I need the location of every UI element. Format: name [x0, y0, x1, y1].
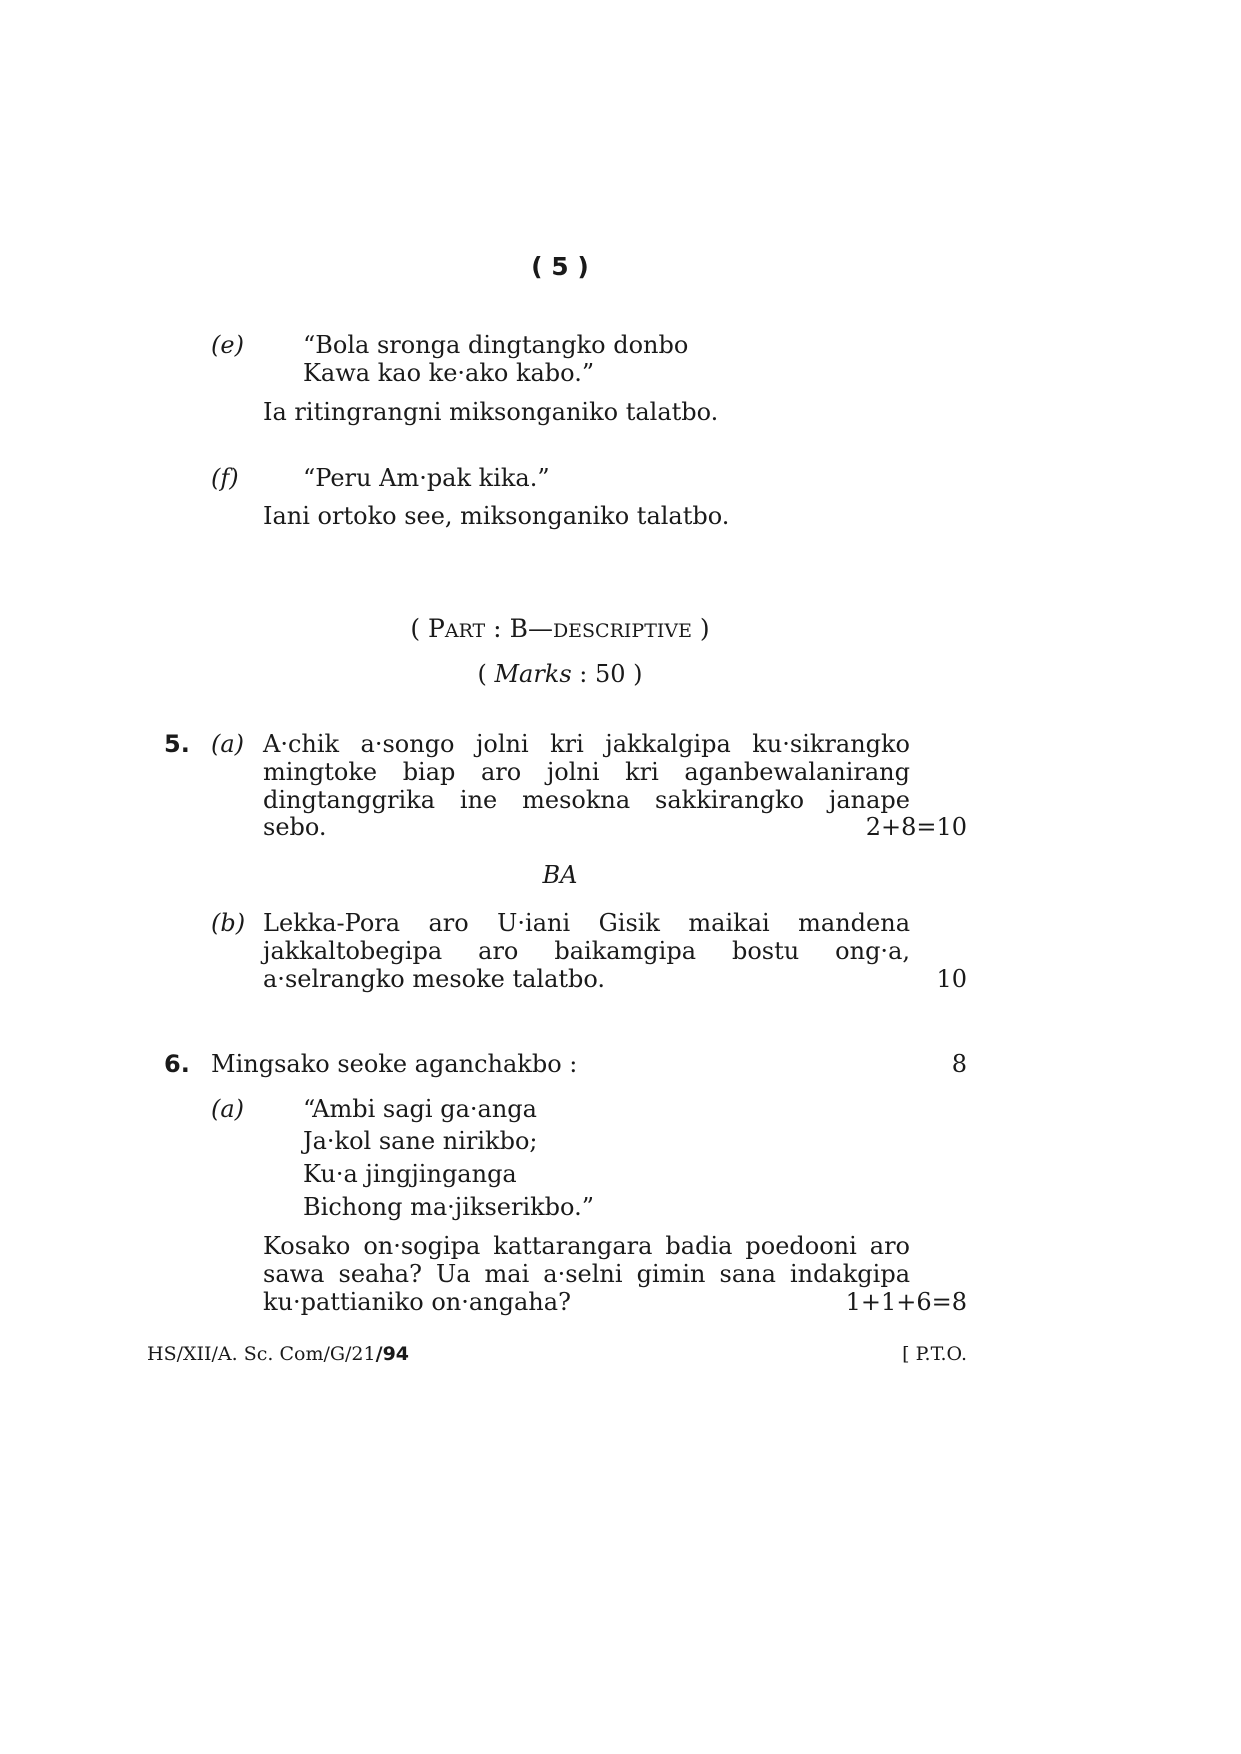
- question-line: sebo.: [263, 813, 327, 841]
- quote-line: “Peru Am·pak kika.”: [303, 464, 550, 492]
- section-heading: [0, 616, 1120, 641]
- poem-line: Ja·kol sane nirikbo;: [303, 1127, 538, 1155]
- heading-p: P: [428, 614, 445, 643]
- question-line: Lekka-Pora aro U·iani Gisik maikai mandena: [263, 909, 910, 937]
- heading-descriptive: DESCRIPTIVE: [552, 620, 692, 642]
- marks-word: Marks: [494, 660, 572, 688]
- heading-b: B: [509, 614, 528, 643]
- marks-5a: 2+8=10: [865, 813, 967, 841]
- question-number-5: 5.: [164, 730, 190, 758]
- question-line: a·selrangko mesoke talatbo.: [263, 965, 606, 993]
- question-line: Kosako on·sogipa kattarangara badia poedooni aro: [263, 1232, 910, 1260]
- quote-line: “Bola sronga dingtangko donbo: [303, 331, 689, 359]
- pto-label: [ P.T.O.: [902, 1343, 967, 1365]
- question-line: mingtoke biap aro jolni kri aganbewalanirang: [263, 758, 910, 786]
- heading-open: (: [410, 614, 429, 643]
- heading-colon: :: [485, 614, 510, 643]
- marks-heading: [0, 662, 1120, 686]
- heading-dash: —: [527, 614, 553, 643]
- poem-line: “Ambi sagi ga·anga: [303, 1095, 537, 1123]
- poem-line: Ku·a jingjinganga: [303, 1160, 517, 1188]
- page-number: ( 5 ): [531, 252, 589, 281]
- item-label-e: (e): [211, 331, 244, 359]
- or-divider: BA: [542, 861, 578, 889]
- instruction-text: Ia ritingrangni miksonganiko talatbo.: [263, 398, 719, 426]
- question-text-6: Mingsako seoke aganchakbo :: [211, 1050, 578, 1078]
- poem-line: Bichong ma·jikserikbo.”: [303, 1193, 594, 1221]
- marks-6a: 1+1+6=8: [845, 1288, 967, 1316]
- question-number-6: 6.: [164, 1050, 190, 1078]
- heading-art: ART: [444, 620, 486, 642]
- item-label-5b: (b): [211, 909, 246, 937]
- marks-5b: 10: [936, 965, 967, 993]
- paper-code-prefix: HS/XII/A. Sc. Com/G/21: [147, 1343, 376, 1365]
- paper-code: [147, 1345, 409, 1364]
- question-line: sawa seaha? Ua mai a·selni gimin sana indakgipa: [263, 1260, 910, 1288]
- item-label-5a: (a): [211, 730, 245, 758]
- marks-6: 8: [951, 1050, 967, 1078]
- marks-rest: : 50 ): [571, 660, 643, 688]
- heading-close: ): [691, 614, 710, 643]
- question-line: A·chik a·songo jolni kri jakkalgipa ku·sikrangko: [263, 730, 910, 758]
- item-label-f: (f): [211, 464, 239, 492]
- marks-open: (: [477, 660, 495, 688]
- question-line: jakkaltobegipa aro baikamgipa bostu ong·a,: [263, 937, 910, 965]
- quote-line: Kawa kao ke·ako kabo.”: [303, 359, 595, 387]
- instruction-text: Iani ortoko see, miksonganiko talatbo.: [263, 502, 730, 530]
- paper-code-suffix: /94: [375, 1343, 410, 1365]
- question-line: dingtanggrika ine mesokna sakkirangko janape: [263, 786, 910, 814]
- question-line: ku·pattianiko on·angaha?: [263, 1288, 571, 1316]
- item-label-6a: (a): [211, 1095, 245, 1123]
